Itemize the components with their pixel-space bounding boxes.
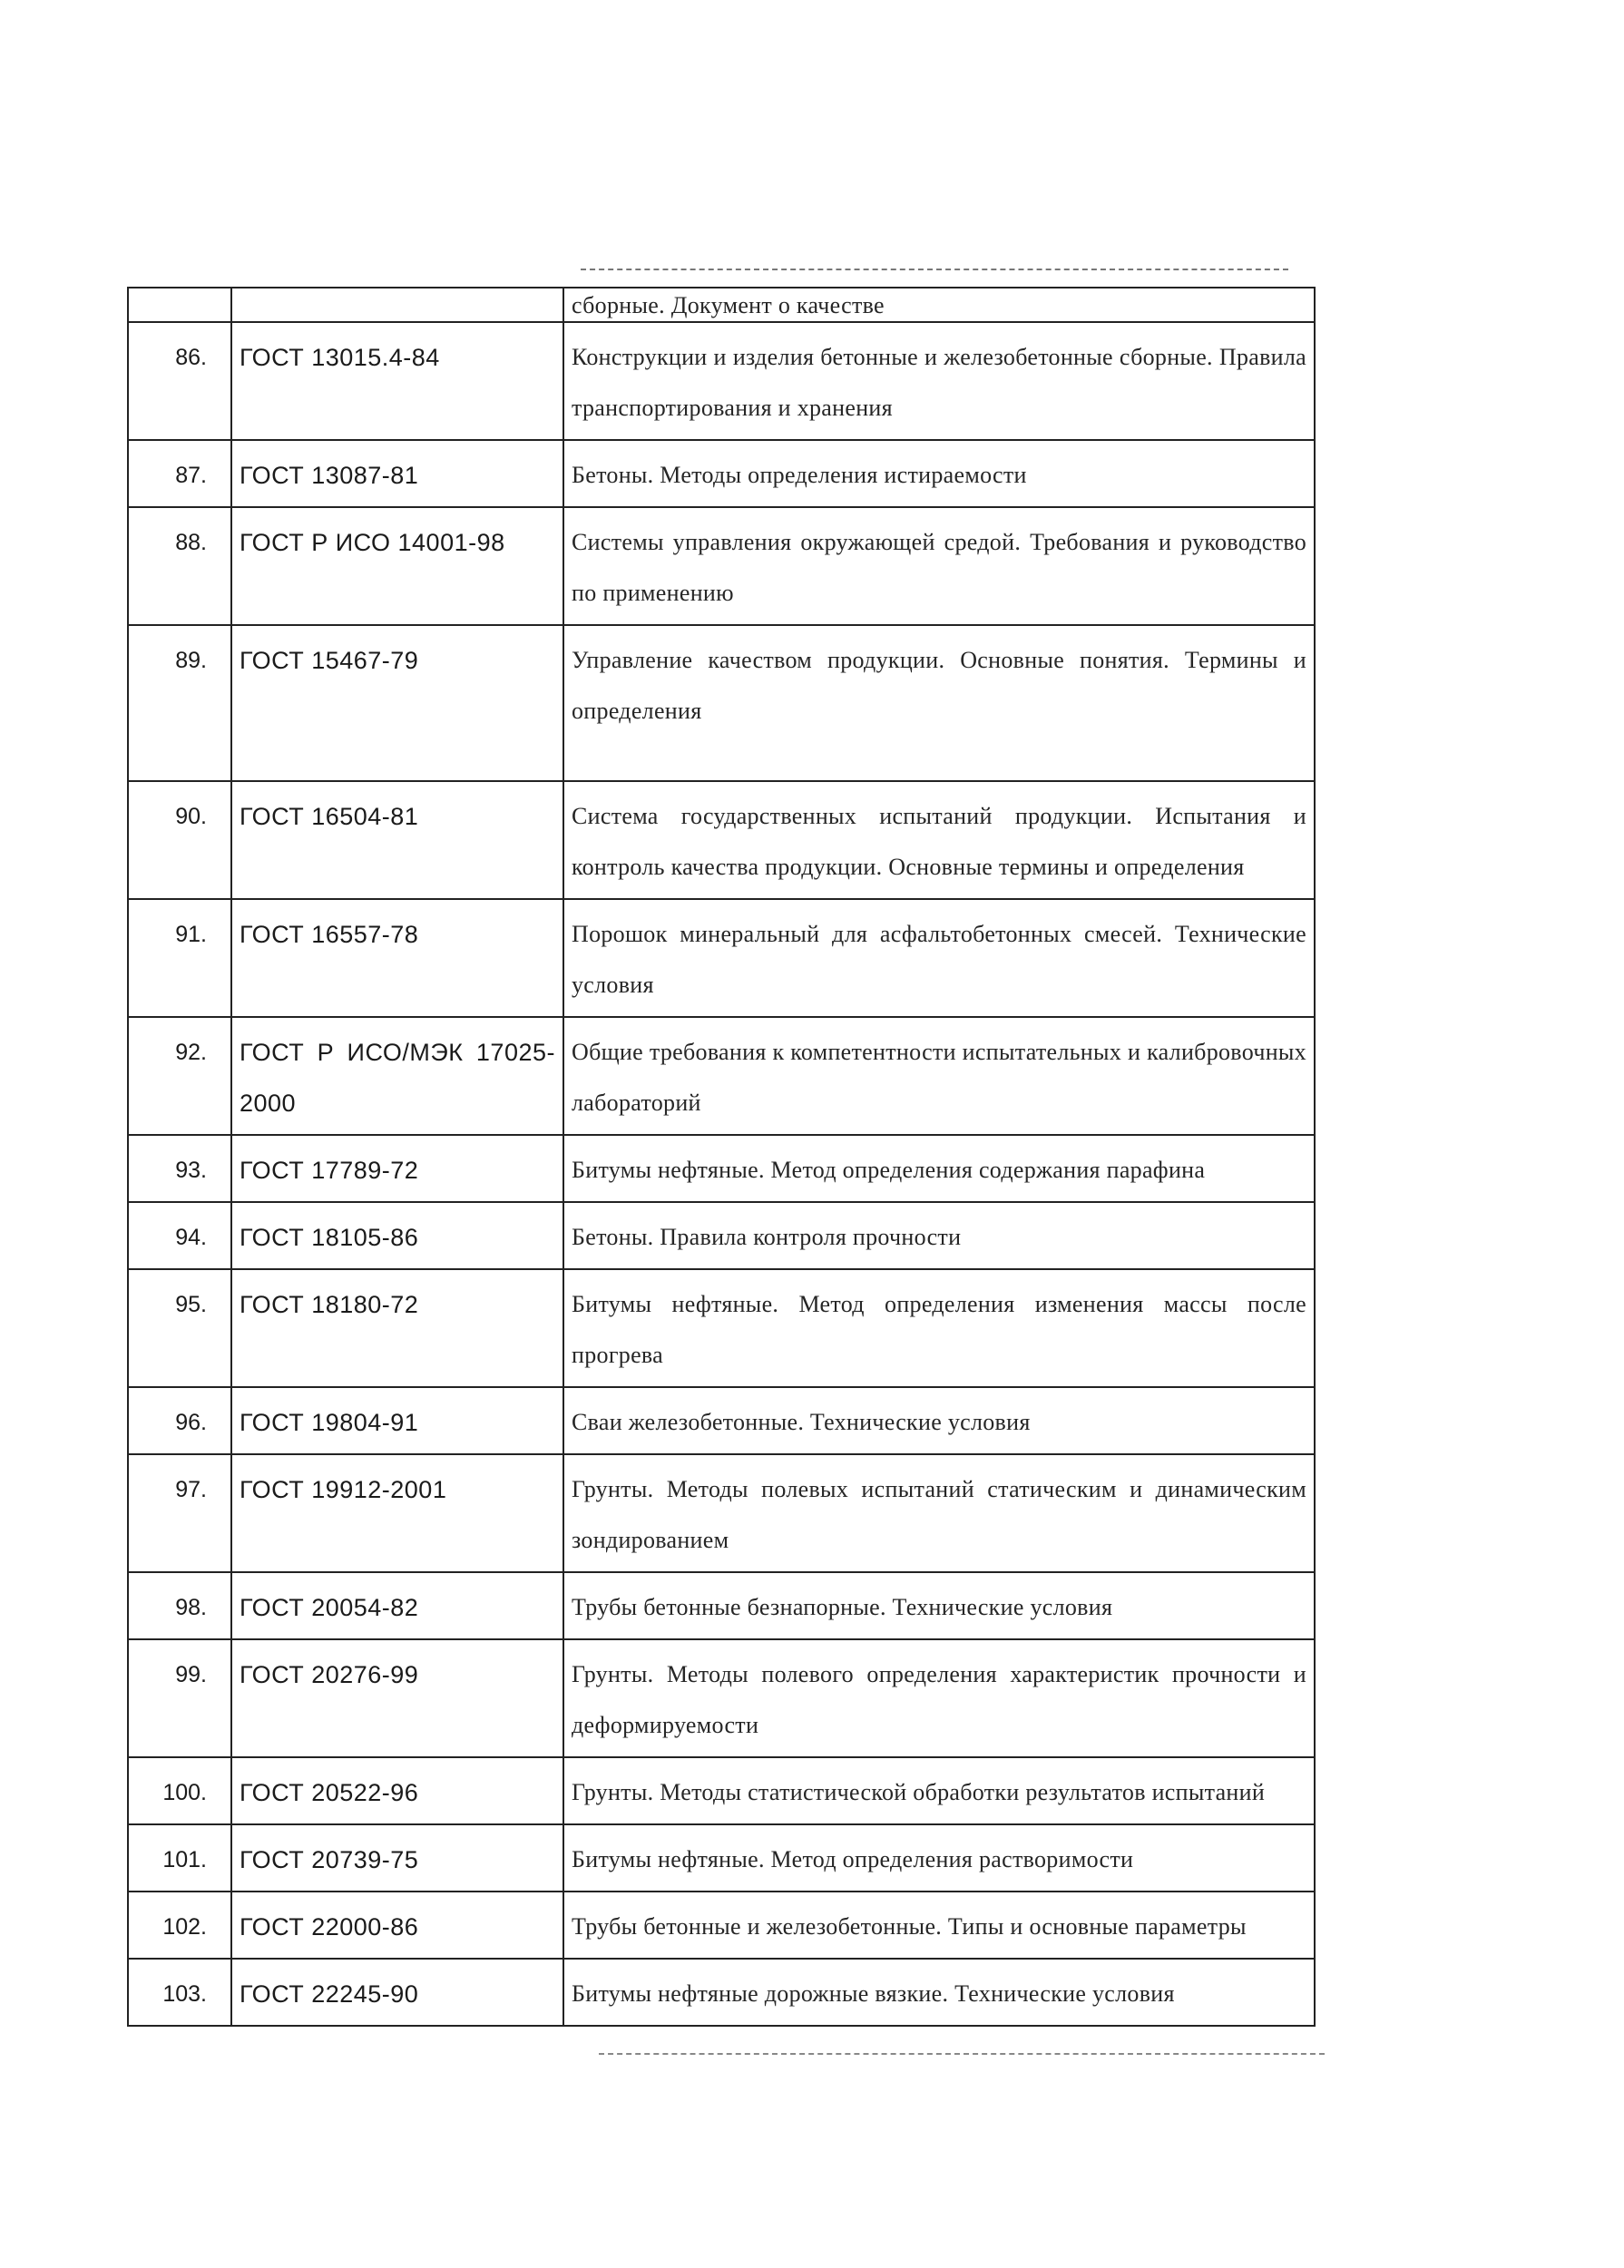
table-row [128, 507, 1315, 625]
table-row [128, 440, 1315, 507]
table-row [128, 1202, 1315, 1269]
row-number: 94. [128, 1202, 231, 1269]
row-number: 101. [128, 1824, 231, 1892]
standard-code: ГОСТ Р ИСО 14001-98 [231, 507, 563, 625]
standard-code: ГОСТ 22245-90 [231, 1959, 563, 2026]
row-number: 92. [128, 1017, 231, 1135]
standard-title: Порошок минеральный для асфальтобетонных смесей. Технические условия [563, 899, 1315, 1017]
row-number: 91. [128, 899, 231, 1017]
scan-noise-line [599, 2053, 1325, 2055]
standard-code: ГОСТ 18105-86 [231, 1202, 563, 1269]
table-row [128, 1892, 1315, 1959]
standard-title: Грунты. Методы полевого определения характеристик прочности и деформируемости [563, 1639, 1315, 1757]
table-row [128, 1454, 1315, 1572]
standard-code: ГОСТ 20276-99 [231, 1639, 563, 1757]
standard-code: ГОСТ 18180-72 [231, 1269, 563, 1387]
standard-title: Сваи железобетонные. Технические условия [563, 1387, 1315, 1454]
standard-code: ГОСТ 22000-86 [231, 1892, 563, 1959]
table-row [128, 1017, 1315, 1135]
standard-title: Трубы бетонные и железобетонные. Типы и основные параметры [563, 1892, 1315, 1959]
row-number [128, 288, 231, 322]
standard-title: Конструкции и изделия бетонные и железобетонные сборные. Правила транспортирования и хранения [563, 322, 1315, 440]
row-number: 96. [128, 1387, 231, 1454]
standard-code: ГОСТ 19912-2001 [231, 1454, 563, 1572]
table-row [128, 1269, 1315, 1387]
standard-code: ГОСТ 17789-72 [231, 1135, 563, 1202]
table-row [128, 1959, 1315, 2026]
table-row [128, 899, 1315, 1017]
row-number: 97. [128, 1454, 231, 1572]
row-number: 100. [128, 1757, 231, 1824]
standard-title: Управление качеством продукции. Основные понятия. Термины и определения [563, 625, 1315, 781]
standard-title: Грунты. Методы статистической обработки результатов испытаний [563, 1757, 1315, 1824]
row-number: 102. [128, 1892, 231, 1959]
standard-title: Трубы бетонные безнапорные. Технические условия [563, 1572, 1315, 1639]
table-row [128, 625, 1315, 781]
standard-title: сборные. Документ о качестве [563, 288, 1315, 322]
table-row [128, 781, 1315, 899]
standard-title: Битумы нефтяные. Метод определения содержания парафина [563, 1135, 1315, 1202]
standard-code: ГОСТ 13087-81 [231, 440, 563, 507]
row-number: 88. [128, 507, 231, 625]
row-number: 98. [128, 1572, 231, 1639]
row-number: 86. [128, 322, 231, 440]
row-number: 99. [128, 1639, 231, 1757]
standard-code: ГОСТ 19804-91 [231, 1387, 563, 1454]
standard-title: Системы управления окружающей средой. Требования и руководство по применению [563, 507, 1315, 625]
table-row [128, 1135, 1315, 1202]
standard-code: ГОСТ 20739-75 [231, 1824, 563, 1892]
standard-code: ГОСТ 16557-78 [231, 899, 563, 1017]
standard-code: ГОСТ 16504-81 [231, 781, 563, 899]
standard-code: ГОСТ 20054-82 [231, 1572, 563, 1639]
standard-title: Битумы нефтяные. Метод определения растворимости [563, 1824, 1315, 1892]
standard-code: ГОСТ 15467-79 [231, 625, 563, 781]
scan-noise-line [581, 269, 1288, 270]
row-number: 95. [128, 1269, 231, 1387]
standard-code: ГОСТ 13015.4-84 [231, 322, 563, 440]
table-row [128, 1639, 1315, 1757]
table-row [128, 322, 1315, 440]
row-number: 90. [128, 781, 231, 899]
row-number: 103. [128, 1959, 231, 2026]
table-row [128, 1824, 1315, 1892]
table-row [128, 1757, 1315, 1824]
row-number: 87. [128, 440, 231, 507]
table-row [128, 1572, 1315, 1639]
standard-code: ГОСТ 20522-96 [231, 1757, 563, 1824]
standard-title: Грунты. Методы полевых испытаний статическим и динамическим зондированием [563, 1454, 1315, 1572]
standard-code [231, 288, 563, 322]
standard-title: Система государственных испытаний продукции. Испытания и контроль качества продукции. Основные термины и определения [563, 781, 1315, 899]
row-number: 89. [128, 625, 231, 781]
row-number: 93. [128, 1135, 231, 1202]
standard-title: Битумы нефтяные. Метод определения изменения массы после прогрева [563, 1269, 1315, 1387]
standard-title: Бетоны. Методы определения истираемости [563, 440, 1315, 507]
table-row [128, 1387, 1315, 1454]
standard-title: Бетоны. Правила контроля прочности [563, 1202, 1315, 1269]
standard-title: Общие требования к компетентности испытательных и калибровочных лабораторий [563, 1017, 1315, 1135]
standards-table [127, 287, 1316, 2027]
table-row [128, 288, 1315, 322]
standard-title: Битумы нефтяные дорожные вязкие. Технические условия [563, 1959, 1315, 2026]
standard-code: ГОСТ Р ИСО/МЭК 17025-2000 [231, 1017, 563, 1135]
